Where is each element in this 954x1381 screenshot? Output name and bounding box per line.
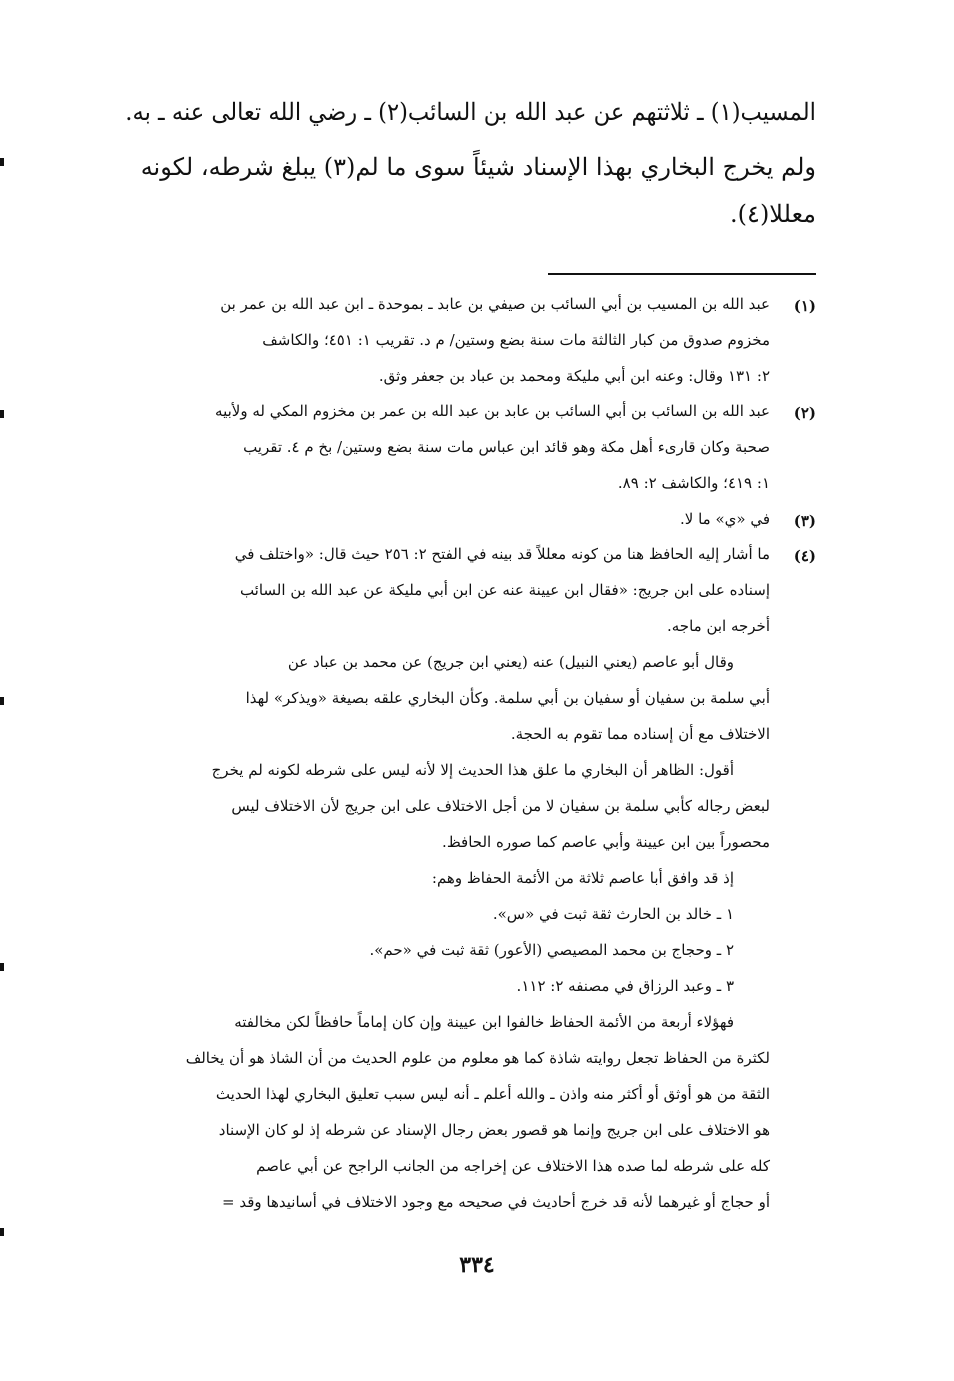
scan-mark [0,410,4,418]
footnote-4-line-8: لبعض رجاله كأبي سلمة بن سفيان لا من أجل الاختلاف على ابن جريج لأن الاختلاف ليس [231,797,770,815]
footnote-separator [548,273,816,275]
footnote-4-line-4: وقال أبو عاصم (يعني النبيل) عنه (يعني ابن جريج) عن محمد بن عباد عن [287,653,734,671]
footnote-4-line-17: هو الاختلاف على ابن جريج وإنما هو قصور بعض رجال الإسناد عن شرطه إذ لو كان الإسناد [218,1121,770,1139]
main-text-line-3: معللا(٤). [730,200,816,228]
footnote-number-2: (٢) [793,404,816,422]
footnote-4-line-1: ما أشار إليه الحافظ هنا من كونه معللاً قد بينه في الفتح ٢: ٢٥٦ حيث قال: «واختلف في [234,545,770,563]
footnote-4-line-14: فهؤلاء أربعة من الأئمة الحفاظ خالفوا ابن عيينة وإن كان إماماً حافظاً لكن مخالفته [234,1013,734,1031]
footnote-1-line-2: مخزوم صدوق من كبار الثالثة مات سنة بضع وستين/ م د. تقريب ١: ٤٥١؛ والكاشف [262,331,770,349]
footnote-4-line-11: ١ ـ خالد بن الحارث ثقة ثبت في «س». [492,905,734,923]
footnote-4-line-6: الاختلاف مع أن إسناده مما تقوم به الحجة. [510,725,770,743]
footnote-4-line-5: أبي سلمة بن سفيان أو سفيان بن أبي سلمة. وكأن البخاري علقه بصيغة «ويذكر» لهذا [245,689,770,707]
footnote-4-line-13: ٣ ـ وعبد الرزاق في مصنفه ٢: ١١٢. [516,977,734,995]
scan-mark [0,1228,4,1236]
main-text-line-1: المسيب(١) ـ ثلاثتهم عن عبد الله بن السائب(٢) ـ رضي الله تعالى عنه ـ به. [125,98,816,126]
footnote-4-line-3: أخرجه ابن ماجه. [666,617,770,635]
footnote-4-line-12: ٢ ـ وحجاج بن محمد المصيصي (الأعور) ثقة ثبت في «حم». [369,941,734,959]
main-text-line-2: ولم يخرج البخاري بهذا الإسناد شيئاً سوى ما لم(٣) يبلغ شرطه، لكونه [140,153,816,181]
footnote-number-3: (٣) [793,512,816,530]
footnote-3-line-1: في «ي» ما لا. [680,510,770,528]
footnote-4-line-15: لكثرة من الحفاظ تجعل روايته شاذة كما هو معلوم من علوم الحديث من أن الشاذ هو أن يخالف [185,1049,770,1067]
footnote-2-line-3: ١: ٤١٩؛ والكاشف ٢: ٨٩. [617,474,770,492]
scan-mark [0,158,4,166]
footnote-4-line-18: كله على شرطه لما صده هذا الاختلاف عن إخراجه من الجانب الراجح عن أبي عاصم [256,1157,770,1175]
footnote-4-line-10: إذ قد وافق أبا عاصم ثلاثة من الأئمة الحفاظ وهم: [431,869,734,887]
footnote-4-line-7: أقول: الظاهر أن البخاري ما علق هذا الحديث إلا لأنه ليس على شرطه لكونه لم يخرج [211,761,734,779]
footnote-1-line-3: ٢: ١٣١ وقال: وعنه ابن أبي مليكة ومحمد بن عباد بن جعفر وثق. [378,367,770,385]
footnote-4-line-2: إسناده على ابن جريج: «فقال ابن عيينة عنه عن ابن أبي مليكة عن عبد الله بن السائب [239,581,770,599]
page-number: ٣٣٤ [459,1252,495,1278]
footnote-number-1: (١) [793,297,816,315]
scan-mark [0,963,4,971]
footnote-4-line-9: محصوراً بين ابن عيينة وأبي عاصم كما صوره الحافظ. [442,833,770,851]
footnote-4-line-19: أو حجاج أو غيرهما لأنه قد خرج أحاديث في صحيحه مع وجود الاختلاف في أسانيدها وقد = [222,1193,770,1211]
footnote-number-4: (٤) [793,547,816,565]
footnote-2-line-2: صحبة وكان قارىء أهل مكة وهو قائد ابن عباس مات سنة بضع وستين/ بخ م ٤. تقريب [243,438,770,456]
footnote-1-line-1: عبد الله بن المسيب بن أبي السائب بن صيفي بن عابد ـ بموحدة ـ ابن عبد الله بن عمر بن [220,295,770,313]
scan-mark [0,697,4,705]
footnote-4-line-16: الثقة من هو أوثق أو أكثر منه واذن ـ والله أعلم ـ أنه ليس سبب تعليق البخاري لهذا الحديث [215,1085,770,1103]
footnote-2-line-1: عبد الله بن السائب بن أبي السائب بن عابد بن عبد الله بن عمر بن مخزوم المكي له ولأبيه [215,402,770,420]
